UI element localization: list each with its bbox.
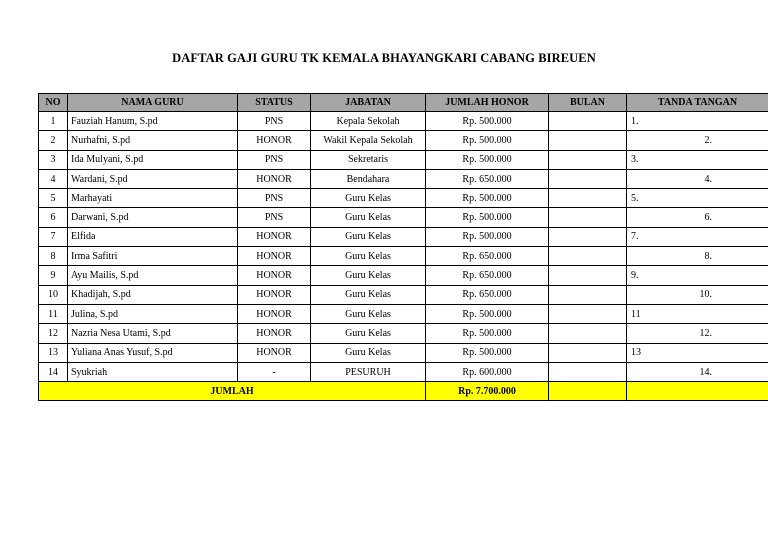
row-honor-cell: Rp. 500.000 <box>426 112 549 131</box>
row-no-cell: 1 <box>39 112 68 131</box>
header-jumlah-honor: JUMLAH HONOR <box>426 94 549 112</box>
row-nama-cell: Nazria Nesa Utami, S.pd <box>68 324 238 343</box>
row-no-cell: 12 <box>39 324 68 343</box>
total-ttd-cell <box>627 382 768 401</box>
table-row <box>39 131 768 150</box>
row-jabatan-cell: Guru Kelas <box>311 247 426 266</box>
row-bulan-cell <box>549 169 627 188</box>
header-jabatan: JABATAN <box>311 94 426 112</box>
table-row <box>39 324 768 343</box>
row-nama-cell: Marhayati <box>68 189 238 208</box>
header-nama-guru: NAMA GURU <box>68 94 238 112</box>
row-honor-cell: Rp. 650.000 <box>426 169 549 188</box>
row-jabatan-cell: Wakil Kepala Sekolah <box>311 131 426 150</box>
row-no-cell: 8 <box>39 247 68 266</box>
table-row <box>39 189 768 208</box>
row-nama-cell: Darwani, S.pd <box>68 208 238 227</box>
row-status-cell: PNS <box>238 112 311 131</box>
row-tanda-tangan-cell: 8. <box>627 247 768 266</box>
row-tanda-tangan-cell: 3. <box>627 150 768 169</box>
row-tanda-tangan-cell: 14. <box>627 362 768 381</box>
row-status-cell: HONOR <box>238 266 311 285</box>
row-bulan-cell <box>549 304 627 323</box>
row-bulan-cell <box>549 227 627 246</box>
table-row <box>39 266 768 285</box>
row-tanda-tangan-cell: 10. <box>627 285 768 304</box>
row-jabatan-cell: Guru Kelas <box>311 285 426 304</box>
document-title: DAFTAR GAJI GURU TK KEMALA BHAYANGKARI CABANG BIREUEN <box>172 51 596 65</box>
row-honor-cell: Rp. 650.000 <box>426 247 549 266</box>
row-honor-cell: Rp. 500.000 <box>426 343 549 362</box>
row-honor-cell: Rp. 650.000 <box>426 266 549 285</box>
row-status-cell: HONOR <box>238 247 311 266</box>
row-no-cell: 5 <box>39 189 68 208</box>
row-no-cell: 14 <box>39 362 68 381</box>
table-row <box>39 150 768 169</box>
row-honor-cell: Rp. 500.000 <box>426 208 549 227</box>
table-row <box>39 285 768 304</box>
header-status: STATUS <box>238 94 311 112</box>
row-jabatan-cell: Guru Kelas <box>311 343 426 362</box>
table-row <box>39 247 768 266</box>
row-nama-cell: Syukriah <box>68 362 238 381</box>
row-jabatan-cell: Sekretaris <box>311 150 426 169</box>
row-nama-cell: Yuliana Anas Yusuf, S.pd <box>68 343 238 362</box>
row-no-cell: 10 <box>39 285 68 304</box>
row-status-cell: HONOR <box>238 169 311 188</box>
row-honor-cell: Rp. 500.000 <box>426 131 549 150</box>
table-row <box>39 208 768 227</box>
row-bulan-cell <box>549 343 627 362</box>
row-jabatan-cell: Guru Kelas <box>311 189 426 208</box>
table-row <box>39 112 768 131</box>
header-no: NO <box>39 94 68 112</box>
row-no-cell: 4 <box>39 169 68 188</box>
row-status-cell: HONOR <box>238 343 311 362</box>
total-honor: Rp. 7.700.000 <box>426 382 549 401</box>
table-header-row <box>39 94 768 112</box>
row-status-cell: HONOR <box>238 131 311 150</box>
row-tanda-tangan-cell: 7. <box>627 227 768 246</box>
row-status-cell: PNS <box>238 189 311 208</box>
row-jabatan-cell: Guru Kelas <box>311 324 426 343</box>
header-bulan: BULAN <box>549 94 627 112</box>
row-no-cell: 2 <box>39 131 68 150</box>
total-bulan-cell <box>549 382 627 401</box>
row-tanda-tangan-cell: 2. <box>627 131 768 150</box>
row-tanda-tangan-cell: 1. <box>627 112 768 131</box>
row-honor-cell: Rp. 600.000 <box>426 362 549 381</box>
row-tanda-tangan-cell: 6. <box>627 208 768 227</box>
row-status-cell: PNS <box>238 150 311 169</box>
row-bulan-cell <box>549 362 627 381</box>
row-honor-cell: Rp. 500.000 <box>426 189 549 208</box>
row-bulan-cell <box>549 189 627 208</box>
row-jabatan-cell: Guru Kelas <box>311 227 426 246</box>
row-tanda-tangan-cell: 11 <box>627 304 768 323</box>
row-no-cell: 3 <box>39 150 68 169</box>
table-row <box>39 343 768 362</box>
row-bulan-cell <box>549 112 627 131</box>
row-jabatan-cell: Bendahara <box>311 169 426 188</box>
row-tanda-tangan-cell: 12. <box>627 324 768 343</box>
row-status-cell: HONOR <box>238 285 311 304</box>
row-tanda-tangan-cell: 4. <box>627 169 768 188</box>
row-honor-cell: Rp. 500.000 <box>426 227 549 246</box>
row-tanda-tangan-cell: 13 <box>627 343 768 362</box>
row-tanda-tangan-cell: 9. <box>627 266 768 285</box>
row-nama-cell: Julina, S.pd <box>68 304 238 323</box>
row-honor-cell: Rp. 500.000 <box>426 150 549 169</box>
row-honor-cell: Rp. 500.000 <box>426 304 549 323</box>
row-status-cell: HONOR <box>238 227 311 246</box>
header-tanda-tangan: TANDA TANGAN <box>627 94 768 112</box>
row-jabatan-cell: Guru Kelas <box>311 208 426 227</box>
row-no-cell: 7 <box>39 227 68 246</box>
row-nama-cell: Ayu Mailis, S.pd <box>68 266 238 285</box>
row-jabatan-cell: Kepala Sekolah <box>311 112 426 131</box>
row-bulan-cell <box>549 285 627 304</box>
row-bulan-cell <box>549 208 627 227</box>
row-jabatan-cell: Guru Kelas <box>311 266 426 285</box>
row-honor-cell: Rp. 650.000 <box>426 285 549 304</box>
row-status-cell: HONOR <box>238 304 311 323</box>
row-status-cell: - <box>238 362 311 381</box>
row-no-cell: 6 <box>39 208 68 227</box>
row-no-cell: 11 <box>39 304 68 323</box>
row-jabatan-cell: Guru Kelas <box>311 304 426 323</box>
row-status-cell: PNS <box>238 208 311 227</box>
row-no-cell: 13 <box>39 343 68 362</box>
salary-table <box>38 93 768 401</box>
table-row <box>39 169 768 188</box>
row-tanda-tangan-cell: 5. <box>627 189 768 208</box>
table-row <box>39 362 768 381</box>
row-status-cell: HONOR <box>238 324 311 343</box>
row-bulan-cell <box>549 247 627 266</box>
row-nama-cell: Elfida <box>68 227 238 246</box>
row-jabatan-cell: PESURUH <box>311 362 426 381</box>
row-bulan-cell <box>549 131 627 150</box>
table-row <box>39 304 768 323</box>
row-nama-cell: Nurhafni, S.pd <box>68 131 238 150</box>
row-bulan-cell <box>549 150 627 169</box>
row-nama-cell: Ida Mulyani, S.pd <box>68 150 238 169</box>
row-bulan-cell <box>549 324 627 343</box>
row-nama-cell: Fauziah Hanum, S.pd <box>68 112 238 131</box>
row-honor-cell: Rp. 500.000 <box>426 324 549 343</box>
total-row <box>39 382 768 401</box>
row-nama-cell: Irma Safitri <box>68 247 238 266</box>
row-nama-cell: Wardani, S.pd <box>68 169 238 188</box>
table-row <box>39 227 768 246</box>
row-no-cell: 9 <box>39 266 68 285</box>
total-label: JUMLAH <box>39 382 426 401</box>
row-nama-cell: Khadijah, S.pd <box>68 285 238 304</box>
row-bulan-cell <box>549 266 627 285</box>
